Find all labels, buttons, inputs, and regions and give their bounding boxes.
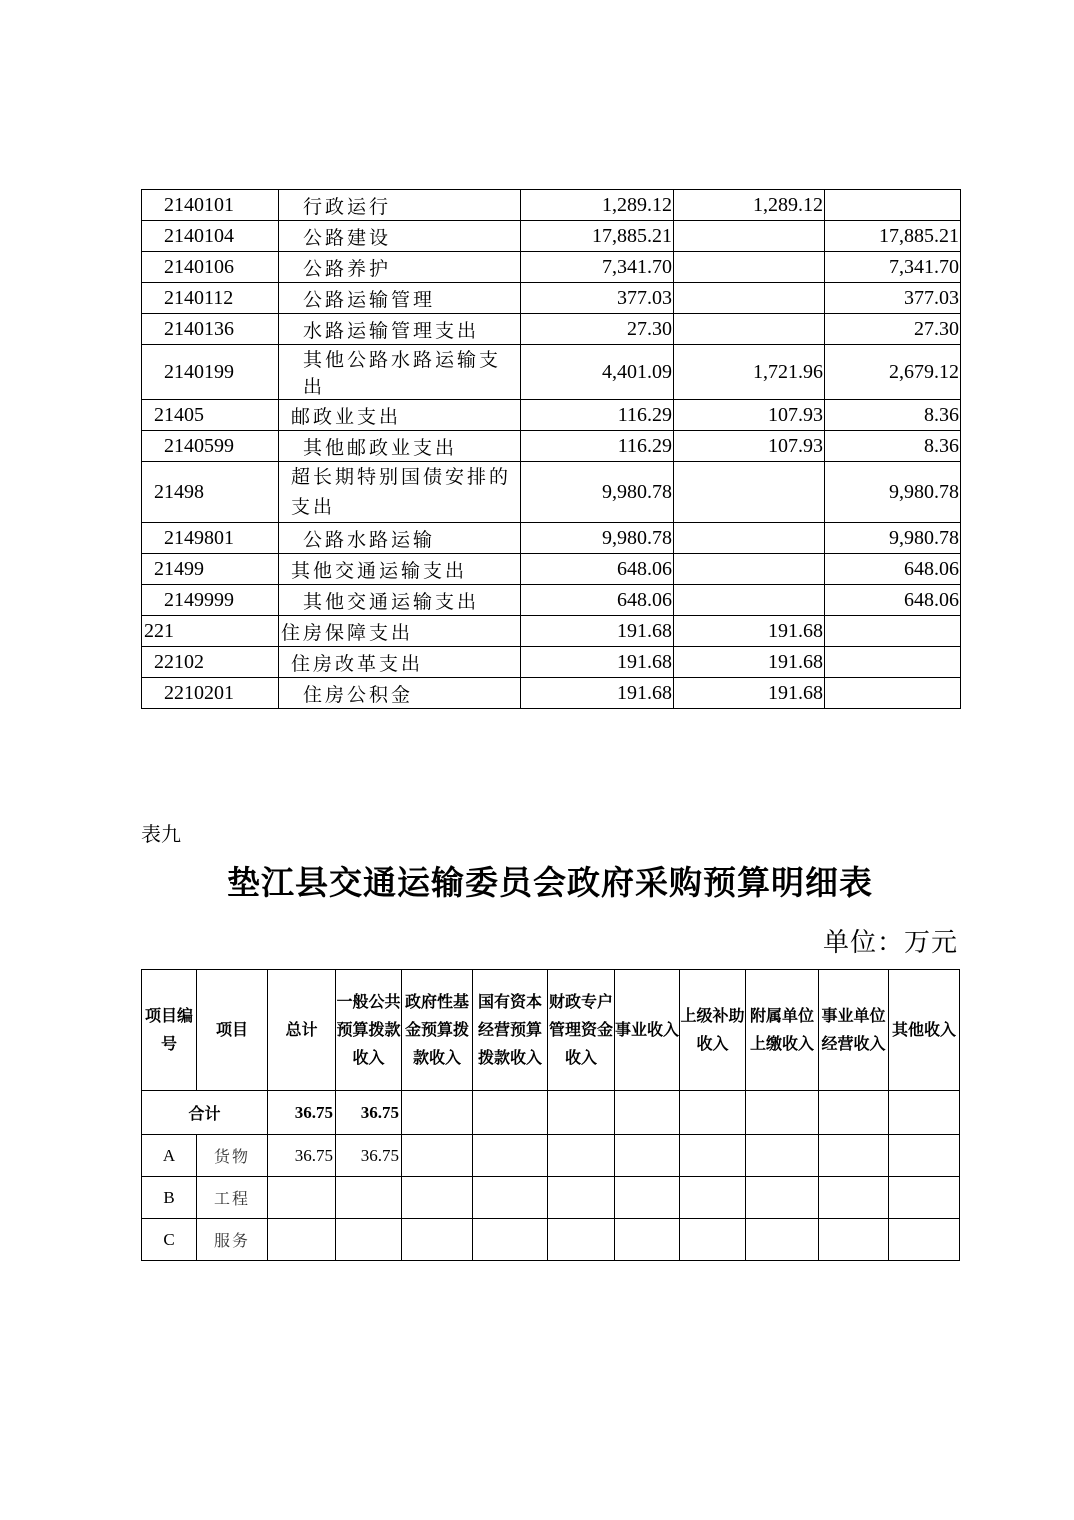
total-value: 377.03 — [521, 283, 674, 314]
function-code: 2140112 — [142, 283, 279, 314]
total-value: 648.06 — [521, 585, 674, 616]
header-state-capital: 国有资本经营预算拨款收入 — [473, 970, 548, 1091]
project-value: 8.36 — [825, 400, 961, 431]
function-name: 邮政业支出 — [279, 400, 521, 431]
total-value: 1,289.12 — [521, 190, 674, 221]
table-row — [142, 252, 961, 283]
function-code: 2149801 — [142, 523, 279, 554]
function-code: 2140106 — [142, 252, 279, 283]
total-value: 36.75 — [268, 1091, 336, 1135]
total-row — [142, 1091, 960, 1135]
basic-value — [674, 554, 825, 585]
general-value — [336, 1177, 402, 1219]
table-row — [142, 345, 961, 400]
total-value: 116.29 — [521, 400, 674, 431]
total-value: 7,341.70 — [521, 252, 674, 283]
table-number-label: 表九 — [141, 822, 181, 846]
project-value: 9,980.78 — [825, 523, 961, 554]
header-affiliated: 附属单位上缴收入 — [746, 970, 819, 1091]
basic-value — [674, 252, 825, 283]
project-value: 27.30 — [825, 314, 961, 345]
table-row — [142, 431, 961, 462]
table-row — [142, 585, 961, 616]
function-name: 行政运行 — [279, 190, 521, 221]
table-row — [142, 400, 961, 431]
basic-value: 191.68 — [674, 678, 825, 709]
item-name: 服务 — [197, 1219, 268, 1261]
table-row — [142, 678, 961, 709]
function-name: 公路养护 — [279, 252, 521, 283]
project-value: 648.06 — [825, 585, 961, 616]
function-code: 2210201 — [142, 678, 279, 709]
header-fund: 政府性基金预算拨款收入 — [402, 970, 473, 1091]
function-name: 公路水路运输 — [279, 523, 521, 554]
project-value: 7,341.70 — [825, 252, 961, 283]
basic-value — [674, 283, 825, 314]
function-code: 2140199 — [142, 345, 279, 400]
function-name: 其他交通运输支出 — [279, 554, 521, 585]
table-row — [142, 283, 961, 314]
total-value: 191.68 — [521, 678, 674, 709]
function-code: 2140101 — [142, 190, 279, 221]
function-name: 住房保障支出 — [279, 616, 521, 647]
function-name: 其他邮政业支出 — [279, 431, 521, 462]
item-name: 货物 — [197, 1135, 268, 1177]
header-other: 其他收入 — [889, 970, 960, 1091]
total-value: 4,401.09 — [521, 345, 674, 400]
function-name: 公路建设 — [279, 221, 521, 252]
total-value — [268, 1219, 336, 1261]
project-value: 17,885.21 — [825, 221, 961, 252]
total-value: 648.06 — [521, 554, 674, 585]
basic-value: 191.68 — [674, 616, 825, 647]
project-value: 377.03 — [825, 283, 961, 314]
basic-value — [674, 462, 825, 523]
header-operating: 事业单位经营收入 — [819, 970, 889, 1091]
table-row — [142, 523, 961, 554]
project-value — [825, 616, 961, 647]
total-label: 合计 — [142, 1091, 268, 1135]
function-name: 其他交通运输支出 — [279, 585, 521, 616]
total-value: 9,980.78 — [521, 462, 674, 523]
table-row — [142, 1219, 960, 1261]
function-code: 22102 — [142, 647, 279, 678]
basic-value: 107.93 — [674, 400, 825, 431]
table-row — [142, 1177, 960, 1219]
header-row — [142, 970, 960, 1091]
header-superior: 上级补助收入 — [680, 970, 746, 1091]
total-value: 36.75 — [268, 1135, 336, 1177]
basic-value — [674, 523, 825, 554]
project-value — [825, 647, 961, 678]
function-code: 2149999 — [142, 585, 279, 616]
header-special-account: 财政专户管理资金收入 — [548, 970, 615, 1091]
function-name: 其他公路水路运输支出 — [279, 345, 521, 400]
total-value: 116.29 — [521, 431, 674, 462]
table-row — [142, 462, 961, 523]
total-value: 191.68 — [521, 647, 674, 678]
total-value: 9,980.78 — [521, 523, 674, 554]
general-value — [336, 1219, 402, 1261]
total-value: 27.30 — [521, 314, 674, 345]
unit-label: 单位：万元 — [822, 928, 958, 958]
function-code: 2140599 — [142, 431, 279, 462]
function-code: 21499 — [142, 554, 279, 585]
header-item: 项目 — [197, 970, 268, 1091]
header-total: 总计 — [268, 970, 336, 1091]
table-row — [142, 554, 961, 585]
basic-value — [674, 585, 825, 616]
function-code: 2140104 — [142, 221, 279, 252]
general-value: 36.75 — [336, 1091, 402, 1135]
project-value: 9,980.78 — [825, 462, 961, 523]
basic-value — [674, 314, 825, 345]
function-name: 水路运输管理支出 — [279, 314, 521, 345]
header-code: 项目编号 — [142, 970, 197, 1091]
project-value: 2,679.12 — [825, 345, 961, 400]
item-code: B — [142, 1177, 197, 1219]
function-code: 221 — [142, 616, 279, 647]
total-value: 17,885.21 — [521, 221, 674, 252]
basic-value: 191.68 — [674, 647, 825, 678]
general-value: 36.75 — [336, 1135, 402, 1177]
total-value — [268, 1177, 336, 1219]
table-row — [142, 1135, 960, 1177]
project-value: 8.36 — [825, 431, 961, 462]
project-value — [825, 190, 961, 221]
item-name: 工程 — [197, 1177, 268, 1219]
function-name: 公路运输管理 — [279, 283, 521, 314]
item-code: A — [142, 1135, 197, 1177]
header-business: 事业收入 — [615, 970, 680, 1091]
function-name: 超长期特别国债安排的支出 — [279, 462, 521, 523]
basic-value: 1,721.96 — [674, 345, 825, 400]
basic-value — [674, 221, 825, 252]
basic-value: 107.93 — [674, 431, 825, 462]
function-name: 住房公积金 — [279, 678, 521, 709]
page-title: 垫江县交通运输委员会政府采购预算明细表 — [227, 863, 873, 902]
project-value: 648.06 — [825, 554, 961, 585]
table-row — [142, 190, 961, 221]
function-code: 21498 — [142, 462, 279, 523]
table-row — [142, 314, 961, 345]
total-value: 191.68 — [521, 616, 674, 647]
table-row — [142, 616, 961, 647]
table-row — [142, 647, 961, 678]
function-code: 2140136 — [142, 314, 279, 345]
basic-value: 1,289.12 — [674, 190, 825, 221]
item-code: C — [142, 1219, 197, 1261]
function-code: 21405 — [142, 400, 279, 431]
header-general: 一般公共预算拨款收入 — [336, 970, 402, 1091]
project-value — [825, 678, 961, 709]
procurement-budget-table — [141, 969, 960, 1261]
budget-detail-table — [141, 189, 961, 709]
table-row — [142, 221, 961, 252]
function-name: 住房改革支出 — [279, 647, 521, 678]
